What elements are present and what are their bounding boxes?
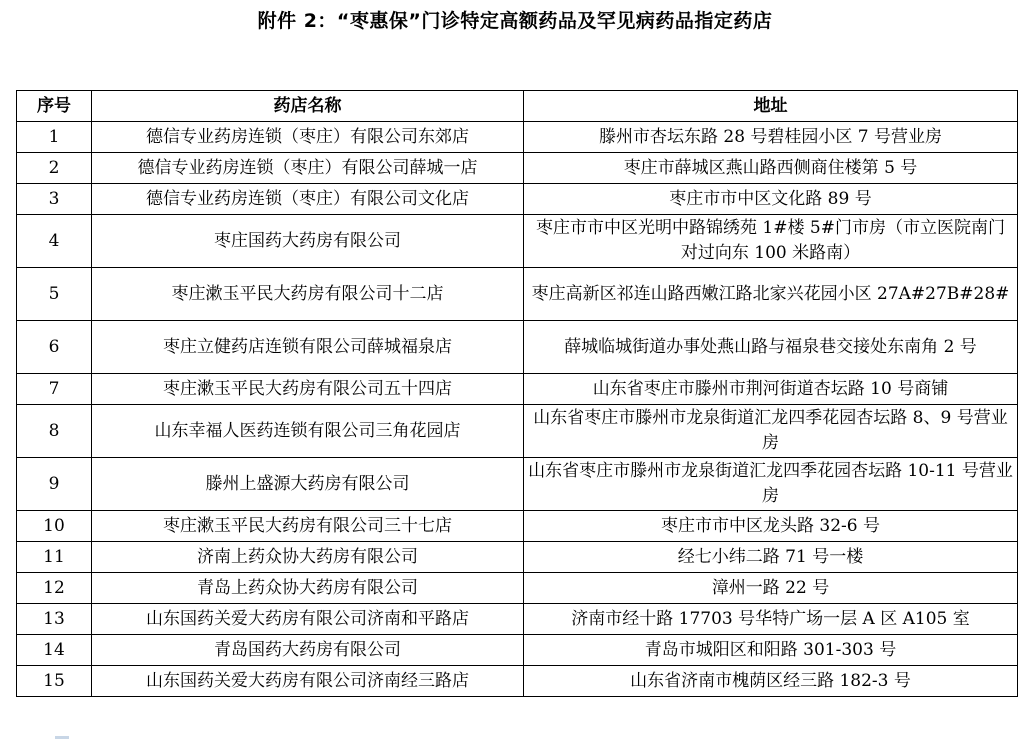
table-row [17,604,1018,635]
pharmacy-address: 枣庄市市中区龙头路 32-6 号 [524,511,1018,542]
table-row [17,542,1018,573]
pharmacy-address: 山东省枣庄市滕州市龙泉街道汇龙四季花园杏坛路 8、9 号营业房 [524,405,1018,458]
pharmacy-table [16,90,1018,697]
pharmacy-address: 山东省枣庄市滕州市龙泉街道汇龙四季花园杏坛路 10-11 号营业房 [524,458,1018,511]
pharmacy-name: 枣庄漱玉平民大药房有限公司五十四店 [92,374,524,405]
table-row [17,268,1018,321]
pharmacy-name: 山东幸福人医药连锁有限公司三角花园店 [92,405,524,458]
table-row [17,635,1018,666]
row-index: 6 [17,321,92,374]
pharmacy-name: 枣庄国药大药房有限公司 [92,215,524,268]
pharmacy-name: 山东国药关爱大药房有限公司济南经三路店 [92,666,524,697]
pharmacy-name: 山东国药关爱大药房有限公司济南和平路店 [92,604,524,635]
pharmacy-name: 德信专业药房连锁（枣庄）有限公司文化店 [92,184,524,215]
pharmacy-address: 枣庄市市中区文化路 89 号 [524,184,1018,215]
pharmacy-name: 德信专业药房连锁（枣庄）有限公司薛城一店 [92,153,524,184]
pharmacy-address: 枣庄高新区祁连山路西嫩江路北家兴花园小区 27A#27B#28# [524,268,1018,321]
row-index: 13 [17,604,92,635]
table-row [17,573,1018,604]
pharmacy-address: 薛城临城街道办事处燕山路与福泉巷交接处东南角 2 号 [524,321,1018,374]
row-index: 3 [17,184,92,215]
header-index: 序号 [17,91,92,122]
table-row [17,122,1018,153]
pharmacy-address: 山东省枣庄市滕州市荆河街道杏坛路 10 号商铺 [524,374,1018,405]
header-name: 药店名称 [92,91,524,122]
table-row [17,153,1018,184]
table-row [17,458,1018,511]
table-header-row [17,91,1018,122]
pharmacy-address: 经七小纬二路 71 号一楼 [524,542,1018,573]
table-row [17,405,1018,458]
row-index: 15 [17,666,92,697]
row-index: 9 [17,458,92,511]
pharmacy-address: 山东省济南市槐荫区经三路 182-3 号 [524,666,1018,697]
row-index: 5 [17,268,92,321]
table-row [17,184,1018,215]
row-index: 8 [17,405,92,458]
pharmacy-address: 枣庄市市中区光明中路锦绣苑 1#楼 5#门市房（市立医院南门对过向东 100 米路南） [524,215,1018,268]
pharmacy-name: 枣庄漱玉平民大药房有限公司三十七店 [92,511,524,542]
table-row [17,374,1018,405]
row-index: 11 [17,542,92,573]
pharmacy-address: 济南市经十路 17703 号华特广场一层 A 区 A105 室 [524,604,1018,635]
pharmacy-name: 青岛国药大药房有限公司 [92,635,524,666]
pharmacy-address: 漳州一路 22 号 [524,573,1018,604]
table-row [17,511,1018,542]
pharmacy-name: 青岛上药众协大药房有限公司 [92,573,524,604]
page-title: 附件 2：“枣惠保”门诊特定高额药品及罕见病药品指定药店 [257,10,773,32]
pharmacy-address: 青岛市城阳区和阳路 301-303 号 [524,635,1018,666]
table-row [17,321,1018,374]
row-index: 1 [17,122,92,153]
row-index: 14 [17,635,92,666]
pharmacy-name: 枣庄立健药店连锁有限公司薛城福泉店 [92,321,524,374]
table-row [17,215,1018,268]
pharmacy-address: 滕州市杏坛东路 28 号碧桂园小区 7 号营业房 [524,122,1018,153]
pharmacy-name: 济南上药众协大药房有限公司 [92,542,524,573]
row-index: 12 [17,573,92,604]
page-edge-mark [55,736,69,739]
table-row [17,666,1018,697]
header-address: 地址 [524,91,1018,122]
pharmacy-name: 枣庄漱玉平民大药房有限公司十二店 [92,268,524,321]
row-index: 4 [17,215,92,268]
row-index: 2 [17,153,92,184]
pharmacy-name: 滕州上盛源大药房有限公司 [92,458,524,511]
pharmacy-name: 德信专业药房连锁（枣庄）有限公司东郊店 [92,122,524,153]
pharmacy-address: 枣庄市薛城区燕山路西侧商住楼第 5 号 [524,153,1018,184]
row-index: 10 [17,511,92,542]
row-index: 7 [17,374,92,405]
